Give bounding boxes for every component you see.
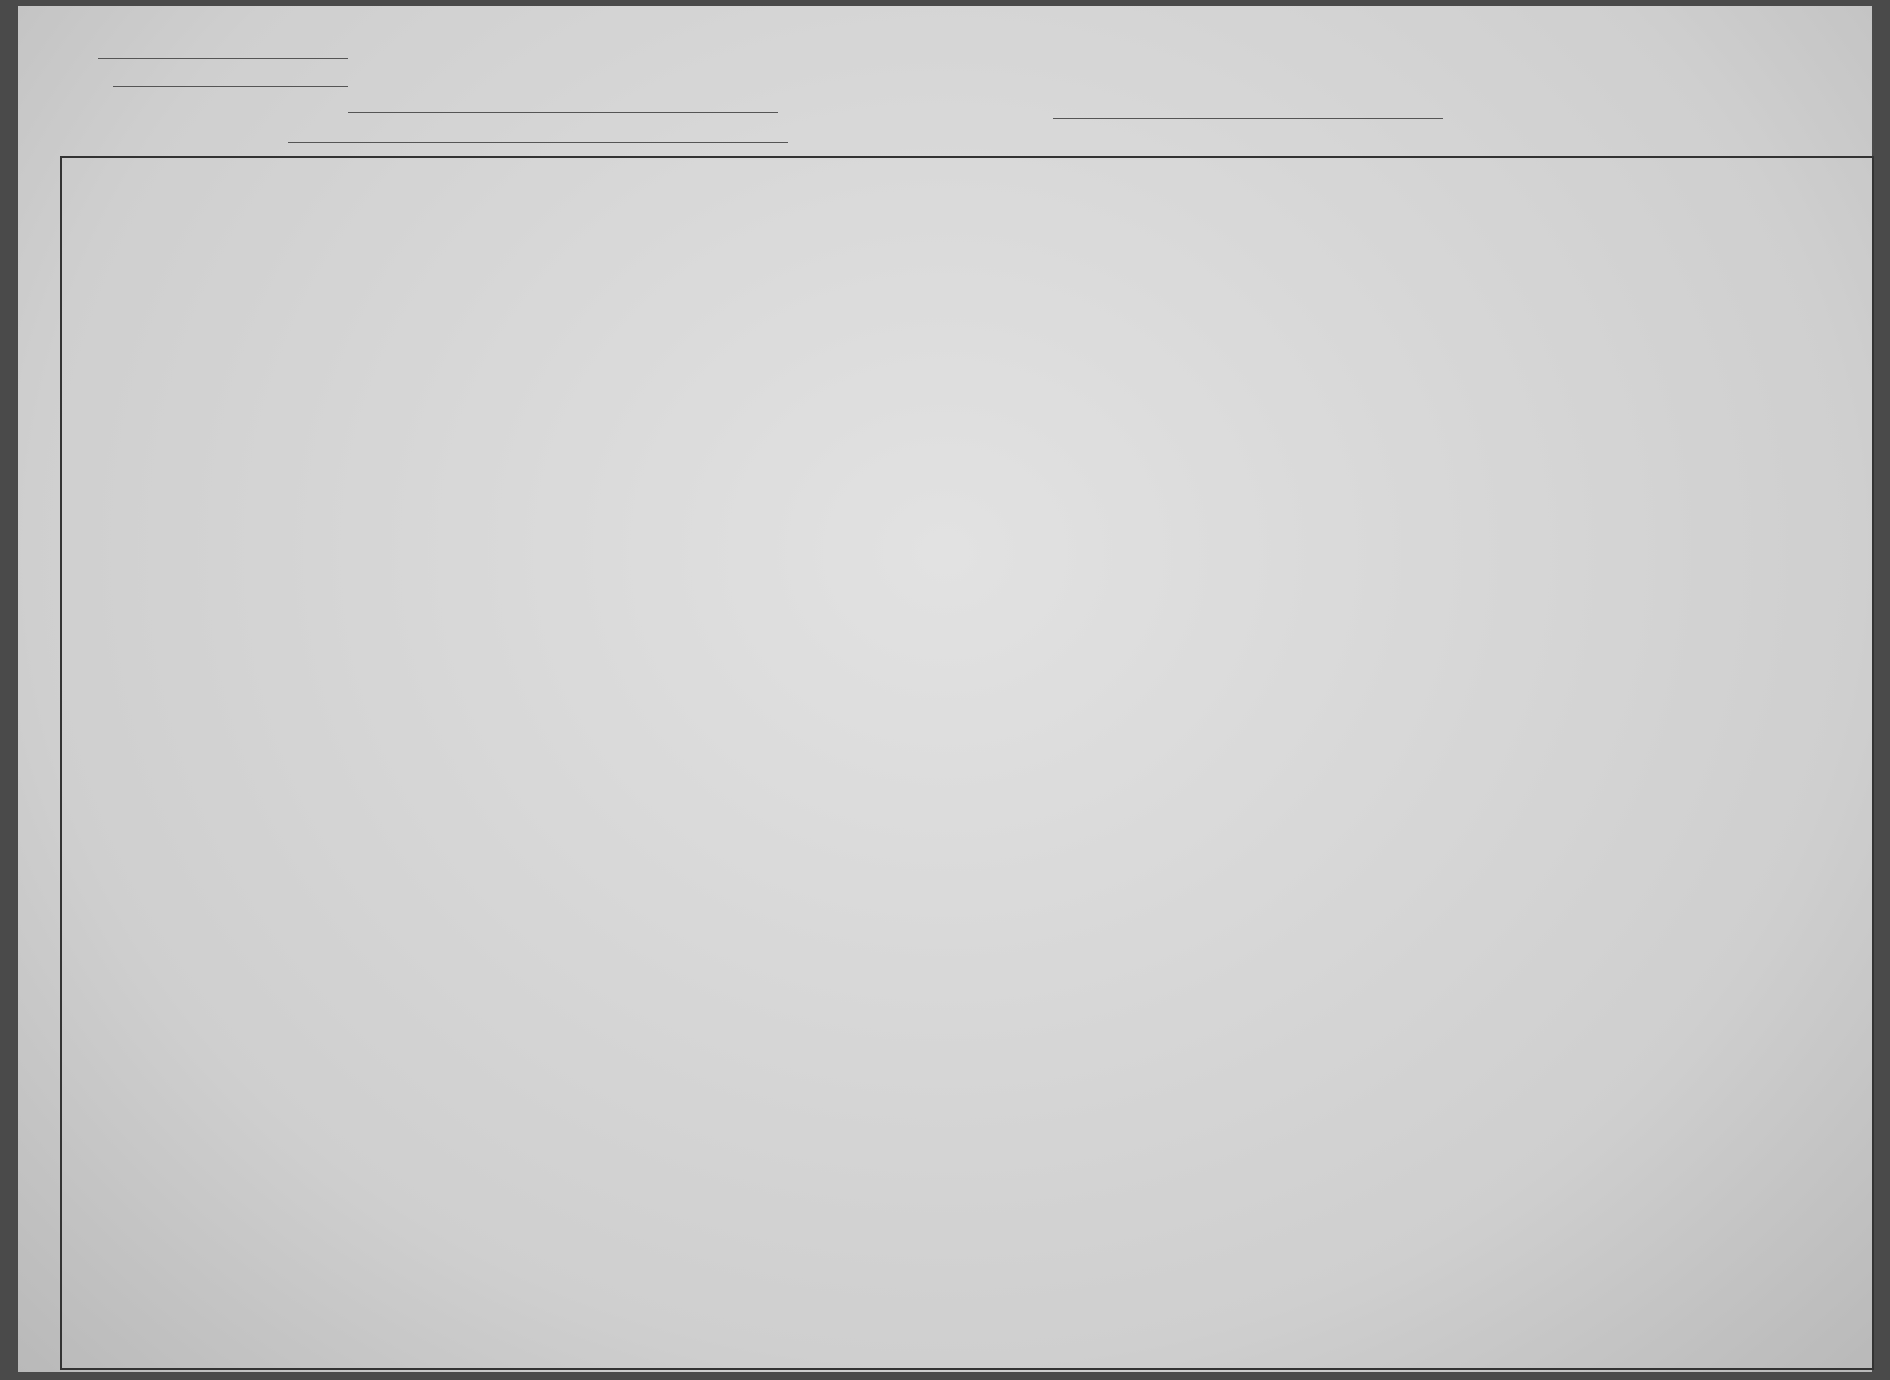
- census-sheet: [18, 6, 1872, 1372]
- county-line: [113, 86, 348, 87]
- census-table: [60, 156, 1874, 1370]
- institution-line: [288, 142, 788, 143]
- incorporated-place-line: [1053, 118, 1443, 119]
- township-line: [348, 112, 778, 113]
- state-line: [98, 58, 348, 59]
